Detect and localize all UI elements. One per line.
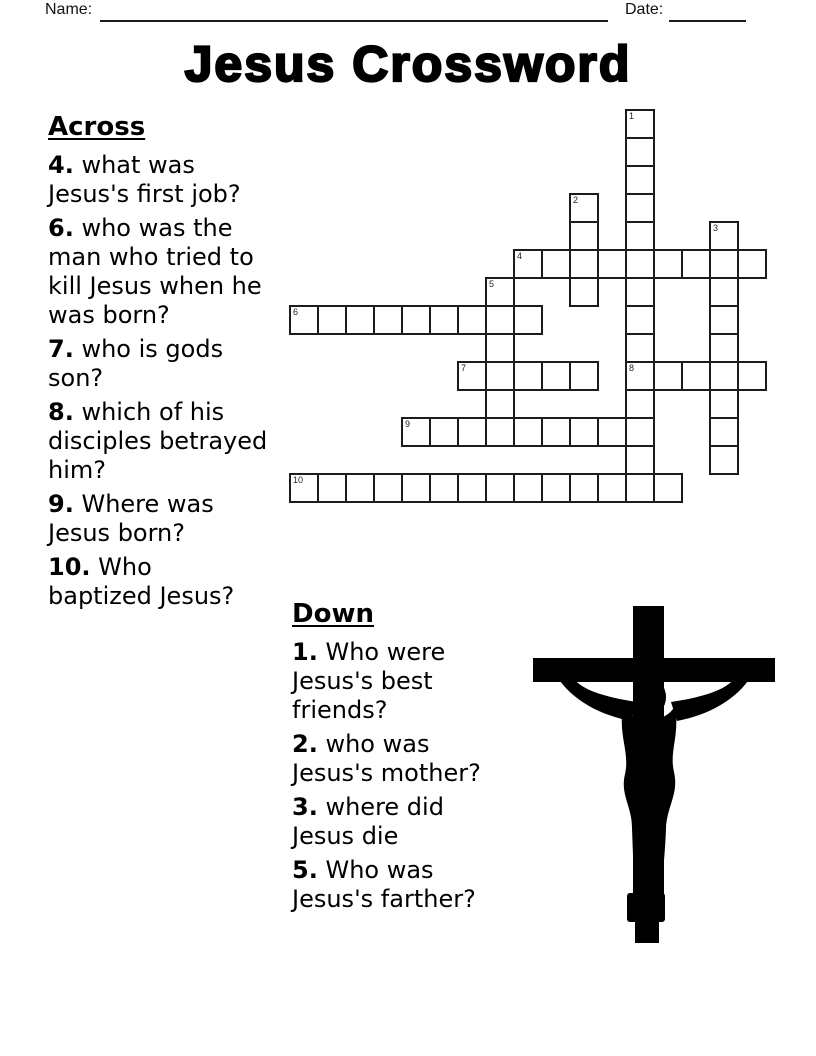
- grid-cell-r13c3[interactable]: [373, 473, 403, 503]
- grid-cell-r13c9[interactable]: [541, 473, 571, 503]
- down-clue-2: [292, 730, 528, 788]
- grid-cell-r13c11[interactable]: [597, 473, 627, 503]
- grid-cell-r9c13[interactable]: [653, 361, 683, 391]
- grid-cell-r9c14[interactable]: [681, 361, 711, 391]
- grid-cell-r11c8[interactable]: [513, 417, 543, 447]
- clue-text: friends?: [292, 696, 388, 724]
- grid-cell-r11c4[interactable]: [401, 417, 431, 447]
- grid-cell-r9c15[interactable]: [709, 361, 739, 391]
- grid-cell-r4c12[interactable]: [625, 221, 655, 251]
- clue-text: what was: [81, 151, 195, 179]
- grid-cell-r13c5[interactable]: [429, 473, 459, 503]
- grid-cell-r11c6[interactable]: [457, 417, 487, 447]
- clue-text: was born?: [48, 301, 170, 329]
- grid-cell-r9c9[interactable]: [541, 361, 571, 391]
- grid-cell-r7c2[interactable]: [345, 305, 375, 335]
- clue-text: Jesus's best: [292, 667, 433, 695]
- clue-number-label: 6.: [48, 214, 74, 242]
- clue-text: kill Jesus when he: [48, 272, 262, 300]
- grid-cell-r8c12[interactable]: [625, 333, 655, 363]
- across-clue-8: [48, 398, 286, 485]
- grid-cell-r12c15[interactable]: [709, 445, 739, 475]
- down-clue-list: [292, 638, 528, 914]
- cell-number: 2: [573, 195, 579, 205]
- clue-text: who was the: [81, 214, 233, 242]
- across-clue-6: [48, 214, 286, 330]
- grid-cell-r5c16[interactable]: [737, 249, 767, 279]
- clue-text: which of his: [81, 398, 225, 426]
- grid-cell-r6c10[interactable]: [569, 277, 599, 307]
- grid-cell-r10c12[interactable]: [625, 389, 655, 419]
- grid-cell-r13c2[interactable]: [345, 473, 375, 503]
- clue-text: man who tried to: [48, 243, 254, 271]
- grid-cell-r13c6[interactable]: [457, 473, 487, 503]
- grid-cell-r4c15[interactable]: [709, 221, 739, 251]
- grid-cell-r8c7[interactable]: [485, 333, 515, 363]
- grid-cell-r13c4[interactable]: [401, 473, 431, 503]
- cell-number: 3: [713, 223, 719, 233]
- name-label: Name:: [45, 1, 93, 18]
- across-heading: Across: [48, 112, 146, 142]
- grid-cell-r5c13[interactable]: [653, 249, 683, 279]
- grid-cell-r11c10[interactable]: [569, 417, 599, 447]
- date-label: Date:: [625, 1, 664, 18]
- across-clue-9: [48, 490, 286, 548]
- grid-cell-r5c11[interactable]: [597, 249, 627, 279]
- clue-number-label: 8.: [48, 398, 74, 426]
- clue-text: baptized Jesus?: [48, 582, 235, 610]
- grid-cell-r13c0[interactable]: [289, 473, 319, 503]
- grid-cell-r11c15[interactable]: [709, 417, 739, 447]
- cell-number: 6: [293, 307, 299, 317]
- grid-cell-r7c1[interactable]: [317, 305, 347, 335]
- name-fill-in-line[interactable]: [100, 2, 608, 22]
- cell-number: 10: [293, 475, 304, 485]
- grid-cell-r7c8[interactable]: [513, 305, 543, 335]
- grid-cell-r3c10[interactable]: [569, 193, 599, 223]
- clue-text: disciples betrayed: [48, 427, 268, 455]
- clue-text: where did: [325, 793, 444, 821]
- grid-cell-r6c15[interactable]: [709, 277, 739, 307]
- clue-number-label: 5.: [292, 856, 318, 884]
- grid-cell-r11c12[interactable]: [625, 417, 655, 447]
- grid-cell-r6c7[interactable]: [485, 277, 515, 307]
- across-section: [48, 112, 286, 616]
- clue-text: Where was: [81, 490, 214, 518]
- clue-text: Who: [98, 553, 152, 581]
- clue-text: Jesus born?: [48, 519, 186, 547]
- grid-cell-r13c8[interactable]: [513, 473, 543, 503]
- cell-number: 7: [461, 363, 467, 373]
- grid-cell-r5c9[interactable]: [541, 249, 571, 279]
- grid-cell-r3c12[interactable]: [625, 193, 655, 223]
- cell-number: 9: [405, 419, 411, 429]
- clue-number-label: 3.: [292, 793, 318, 821]
- grid-cell-r0c12[interactable]: [625, 109, 655, 139]
- crucifix-silhouette-icon: [530, 602, 778, 946]
- grid-cell-r9c7[interactable]: [485, 361, 515, 391]
- grid-cell-r1c12[interactable]: [625, 137, 655, 167]
- grid-cell-r9c8[interactable]: [513, 361, 543, 391]
- grid-cell-r10c7[interactable]: [485, 389, 515, 419]
- clue-text: son?: [48, 364, 104, 392]
- grid-cell-r5c15[interactable]: [709, 249, 739, 279]
- grid-cell-r7c7[interactable]: [485, 305, 515, 335]
- clue-text: who was: [325, 730, 430, 758]
- cell-number: 5: [489, 279, 495, 289]
- clue-text: Who were: [325, 638, 446, 666]
- grid-cell-r11c9[interactable]: [541, 417, 571, 447]
- grid-cell-r11c7[interactable]: [485, 417, 515, 447]
- grid-cell-r4c10[interactable]: [569, 221, 599, 251]
- grid-cell-r8c15[interactable]: [709, 333, 739, 363]
- grid-cell-r10c15[interactable]: [709, 389, 739, 419]
- cell-number: 8: [629, 363, 635, 373]
- grid-cell-r9c6[interactable]: [457, 361, 487, 391]
- grid-cell-r5c10[interactable]: [569, 249, 599, 279]
- down-clue-5: [292, 856, 528, 914]
- clue-text: Who was: [325, 856, 434, 884]
- grid-cell-r7c15[interactable]: [709, 305, 739, 335]
- grid-cell-r7c5[interactable]: [429, 305, 459, 335]
- grid-cell-r5c14[interactable]: [681, 249, 711, 279]
- grid-cell-r7c12[interactable]: [625, 305, 655, 335]
- grid-cell-r13c10[interactable]: [569, 473, 599, 503]
- grid-cell-r13c13[interactable]: [653, 473, 683, 503]
- down-heading: Down: [292, 599, 374, 629]
- down-clue-1: [292, 638, 528, 725]
- grid-cell-r11c11[interactable]: [597, 417, 627, 447]
- grid-cell-r7c0[interactable]: [289, 305, 319, 335]
- grid-cell-r13c1[interactable]: [317, 473, 347, 503]
- date-fill-in-line[interactable]: [669, 2, 746, 22]
- clue-number-label: 4.: [48, 151, 74, 179]
- grid-cell-r7c3[interactable]: [373, 305, 403, 335]
- cell-number: 1: [629, 111, 635, 121]
- grid-cell-r9c10[interactable]: [569, 361, 599, 391]
- clue-text: Jesus's farther?: [292, 885, 476, 913]
- grid-cell-r2c12[interactable]: [625, 165, 655, 195]
- across-clue-list: [48, 151, 286, 611]
- clue-text: who is gods: [81, 335, 224, 363]
- down-clue-3: [292, 793, 528, 851]
- grid-cell-r11c5[interactable]: [429, 417, 459, 447]
- across-clue-4: [48, 151, 286, 209]
- clue-number-label: 7.: [48, 335, 74, 363]
- across-clue-10: [48, 553, 286, 611]
- grid-cell-r5c12[interactable]: [625, 249, 655, 279]
- clue-number-label: 10.: [48, 553, 91, 581]
- grid-cell-r6c12[interactable]: [625, 277, 655, 307]
- grid-cell-r7c6[interactable]: [457, 305, 487, 335]
- grid-cell-r12c12[interactable]: [625, 445, 655, 475]
- page-title: Jesus Crossword: [184, 36, 632, 92]
- clue-text: him?: [48, 456, 106, 484]
- down-section: [292, 599, 528, 919]
- grid-cell-r9c12[interactable]: [625, 361, 655, 391]
- clue-number-label: 2.: [292, 730, 318, 758]
- clue-text: Jesus's mother?: [292, 759, 481, 787]
- clue-number-label: 1.: [292, 638, 318, 666]
- across-clue-7: [48, 335, 286, 393]
- grid-cell-r13c12[interactable]: [625, 473, 655, 503]
- clue-text: Jesus's first job?: [48, 180, 241, 208]
- grid-cell-r5c8[interactable]: [513, 249, 543, 279]
- grid-cell-r9c16[interactable]: [737, 361, 767, 391]
- clue-number-label: 9.: [48, 490, 74, 518]
- cell-number: 4: [517, 251, 523, 261]
- grid-cell-r7c4[interactable]: [401, 305, 431, 335]
- grid-cell-r13c7[interactable]: [485, 473, 515, 503]
- clue-text: Jesus die: [292, 822, 399, 850]
